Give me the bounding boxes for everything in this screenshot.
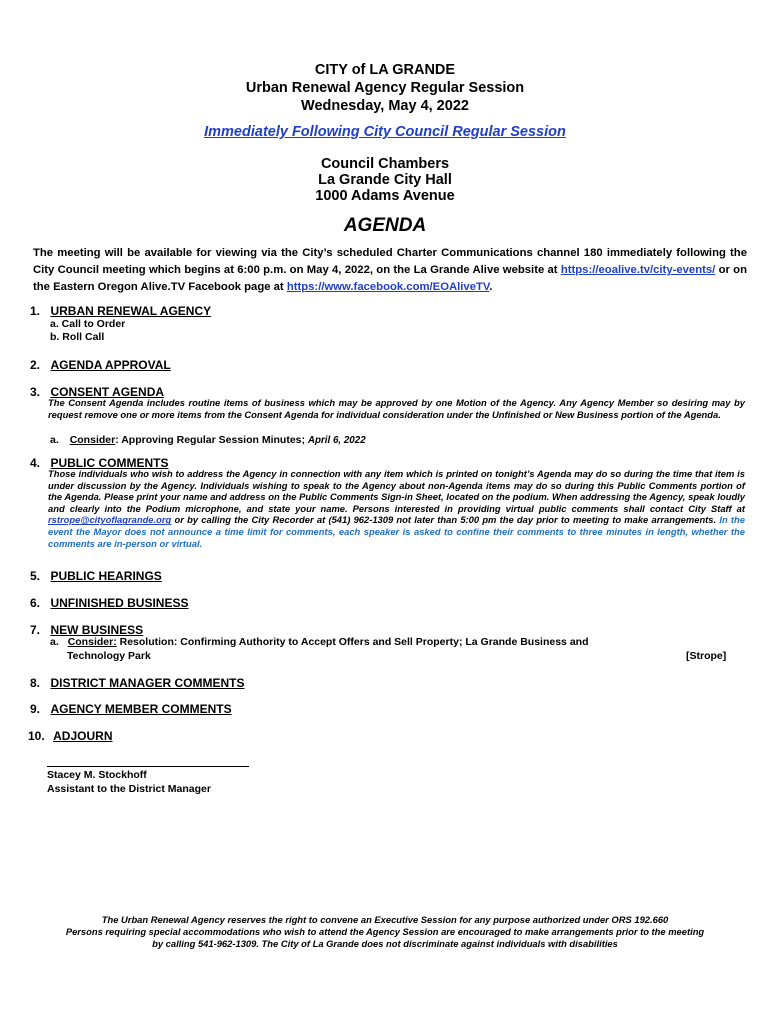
section-title: URBAN RENEWAL AGENCY (50, 304, 212, 318)
presenter-tag: [Strope] (686, 650, 727, 662)
public-comments-text-1: Those individuals who wish to address the Agency in connection with any item which is printed on tonight’s Agenda may do so during the time that item is under discussion by the Agency. Individuals wishing to speak to the Agency about non-Agenda items may do so during this Public Comments portion of the Agenda. Please print your name and address on the Public Comments Sign-in Sheet, located on the podium. When addressing the Agency, speak loudly and clearly into the Podium microphone, and state your name. Persons interested in providing virtual public comments shall contact City Staff at (48, 468, 745, 514)
consider-label: Consider (69, 434, 116, 446)
viewing-info (33, 245, 747, 296)
call-to-order-item: a. Call to Order (50, 318, 126, 330)
footer-nondiscrimination: by calling 541-962-1309. The City of La Grande does not discriminate against individuals with disabilities (152, 938, 618, 949)
agency-title: Urban Renewal Agency Regular Session (245, 80, 525, 96)
item-line-1: Resolution: Confirming Authority to Accept Offers and Sell Property; La Grande Business and (116, 636, 589, 648)
recorder-email-link[interactable]: rstrope@cityoflagrande.org (48, 514, 172, 526)
time-limit-note: In the event the Mayor does not announce a time limit for comments, each speaker is asked to confine their comments to three minutes in length, whether the comments are in-person or virtual. (48, 514, 745, 549)
section-9-heading (30, 700, 232, 718)
signer-name: Stacey M. Stockhoff (47, 769, 147, 781)
following-session-note: Immediately Following City Council Regular Session (204, 124, 566, 140)
roll-call-item: b. Roll Call (50, 331, 105, 343)
signer-role: Assistant to the District Manager (47, 783, 211, 795)
section-title: NEW BUSINESS (50, 623, 144, 637)
section-number: 7. (30, 623, 41, 637)
section-title: DISTRICT MANAGER COMMENTS (50, 676, 245, 690)
item-date: April 6, 2022 (307, 435, 366, 446)
item-text: : Approving Regular Session Minutes; (115, 434, 308, 446)
signature-line (47, 756, 249, 767)
section-6-heading (30, 594, 189, 612)
item-line-2: Technology Park (67, 650, 151, 662)
agenda-heading: AGENDA (343, 215, 427, 236)
public-comments-text-2: or by calling the City Recorder at (541) 962-1309 not later than 5:00 pm the day prior to meeting to make arrangements. (171, 514, 720, 526)
viewing-info-text-3: . (489, 281, 493, 293)
section-title: PUBLIC HEARINGS (50, 569, 162, 583)
section-8-heading (30, 674, 244, 692)
meeting-date: Wednesday, May 4, 2022 (301, 98, 469, 114)
viewing-info-text-1: The meeting will be available for viewing via the City’s scheduled Charter Communications channel 180 immediately following the City Council meeting which begins at 6:00 p.m. on May 4, 2022, on the La Grande Alive website at (33, 247, 747, 276)
section-number: 3. (30, 385, 41, 399)
section-title: PUBLIC COMMENTS (50, 456, 169, 470)
facebook-link[interactable]: https://www.facebook.com/EOAliveTV (286, 281, 490, 293)
section-number: 1. (30, 304, 41, 318)
location-line-2: La Grande City Hall (318, 172, 452, 188)
section-title: CONSENT AGENDA (50, 385, 165, 399)
section-number: 4. (30, 456, 41, 470)
section-number: 9. (30, 702, 41, 716)
public-comments-note (48, 468, 745, 549)
section-number: 10. (28, 729, 45, 743)
footer-accommodations: Persons requiring special accommodations who wish to attend the Agency Session are encouraged to make arrangements prior to the meeting (65, 926, 705, 937)
footer-executive-session: The Urban Renewal Agency reserves the right to convene an Executive Session for any purpose authorized under ORS 192.660 (101, 914, 669, 925)
section-title: ADJOURN (53, 729, 113, 743)
section-title: AGENCY MEMBER COMMENTS (50, 702, 232, 716)
city-title: CITY of LA GRANDE (314, 62, 456, 78)
section-2-heading (30, 356, 171, 374)
section-number: 8. (30, 676, 41, 690)
section-number: 5. (30, 569, 41, 583)
item-prefix: a. (50, 636, 59, 648)
viewing-info-text-2: or on the Eastern Oregon Alive.TV Facebook page at (33, 264, 747, 293)
section-number: 6. (30, 596, 41, 610)
location-line-3: 1000 Adams Avenue (315, 188, 455, 204)
consider-label: Consider: (67, 636, 117, 648)
item-prefix: a. (50, 434, 59, 446)
new-business-item-resolution (50, 636, 588, 648)
eoalive-link[interactable]: https://eoalive.tv/city-events/ (560, 264, 716, 276)
location-line-1: Council Chambers (320, 156, 450, 172)
section-number: 2. (30, 358, 41, 372)
section-10-heading (28, 727, 112, 745)
section-5-heading (30, 567, 162, 585)
consent-agenda-note: The Consent Agenda includes routine items of business which may be approved by one Motion of the Agency. Any Agency Member so desiring may by request remove one or more items from the Consent Agenda for individual consideration under the Unfinished or New Business portion of the Agenda. (48, 397, 745, 420)
consent-item-minutes (50, 434, 366, 446)
section-title: UNFINISHED BUSINESS (50, 596, 189, 610)
section-title: AGENDA APPROVAL (50, 358, 171, 372)
